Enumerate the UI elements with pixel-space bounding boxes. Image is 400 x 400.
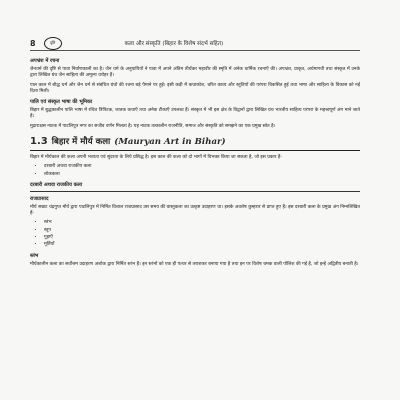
divider (30, 191, 360, 192)
section-title-hindi: बिहार में मौर्य कला (51, 137, 111, 148)
logo-text: दृष्टि (49, 40, 56, 45)
list-item: • मूर्तियाँ (44, 242, 360, 248)
list-item: • दरबारी अथवा राजकीय कला (44, 164, 360, 170)
section-number: 1.3 (30, 136, 48, 148)
bullet-list (30, 164, 360, 178)
chapter-section-title (30, 135, 360, 151)
paragraph: बिहार में मौर्यकाल की कला अपनी भव्यता एवं सुंदरता के लिये प्रसिद्ध है। इस काल की कला को दो भागों में विभक्त किया जा सकता है, जो इस प्रकार हैं- (30, 154, 282, 160)
drishti-logo-icon (44, 37, 62, 50)
section-heading: पालि एवं संस्कृत भाषा की भूमिका (30, 99, 93, 106)
section-heading: दरबारी अथवा राजकीय कला (30, 181, 83, 188)
list-item: • लोककला (44, 172, 360, 178)
bullet-list (30, 220, 360, 248)
list-item: • स्तंभ (44, 220, 360, 226)
paragraph: पाल काल में बौद्ध धर्म और जैन धर्म से संबंधित ग्रंथों की रचना बड़े पैमाने पर हुई। इसी कड़ी में कथाकोश, चरित काव्य और स्तुतियों की परंपरा विकसित हुई तथा भाषा और साहित्य के विकास को नई दिशा मिली। (30, 82, 360, 94)
subsection-heading: राजप्रासाद (30, 195, 49, 202)
paragraph: जैनधर्म की दृष्टि से पावा निर्वाणकाली का है। जैन धर्म के अनुयायियों ने पावा में अपने अंतिम तीर्थंकर महावीर की स्मृति में अनेक धार्मिक रचनाएँ की। अपभ्रंश, प्राकृत, अर्धमागधी तथा संस्कृत में उनके द्वारा लिखित ग्रंथ जैन साहित्य की अमूल्य धरोहर हैं। (30, 66, 360, 79)
paragraph: मुद्राराक्षस नाटक में पाटलिपुत्र नगर का सजीव वर्णन मिलता है। यह नाटक तत्कालीन राजनीति, समाज और संस्कृति को समझने का एक प्रमुख स्रोत है। (30, 123, 276, 129)
page-number: 8 (30, 38, 36, 48)
running-title: कला और संस्कृति (बिहार के विशेष संदर्भ सहित) (124, 41, 224, 47)
paragraph: बिहार में बुद्धकालीन पालि भाषा में रचित त्रिपिटक, जातक कथाएँ तथा अनेक टीकाएँ उपलब्ध हैं। संस्कृत में भी इस क्षेत्र के विद्वानों द्वारा लिखित ग्रंथ भारतीय साहित्य परंपरा के महत्त्वपूर्ण अंग माने जाते हैं। (30, 108, 360, 120)
page-header (30, 36, 360, 51)
subsection-heading: स्तंभ (30, 252, 39, 259)
page-content (30, 54, 360, 271)
section-title-english: (Mauryan Art in Bihar) (114, 137, 226, 148)
paragraph: मौर्यकालीन कला का सर्वोत्तम उदाहरण अशोक द्वारा निर्मित स्तंभ हैं। इन स्तंभों को एक ही पत्थर से तराशकर बनाया गया है तथा इन पर विशेष चमक वाली पॉलिश की गई है, जो इन्हें अद्वितीय बनाती है। (30, 261, 359, 267)
list-item: • गुहाएँ (44, 235, 360, 241)
paragraph: मौर्य सम्राट चंद्रगुप्त मौर्य द्वारा पाटलिपुत्र में निर्मित विशाल राजप्रासाद उस समय की वास्तुकला का उत्कृष्ट उदाहरण था। इसके अवशेष कुम्हरार से प्राप्त हुए हैं। इस दरबारी कला के प्रमुख अंग निम्नलिखित हैं- (30, 204, 360, 217)
list-item: • स्तूप (44, 228, 360, 234)
section-heading: अपभ्रंश में रचना (30, 58, 60, 64)
